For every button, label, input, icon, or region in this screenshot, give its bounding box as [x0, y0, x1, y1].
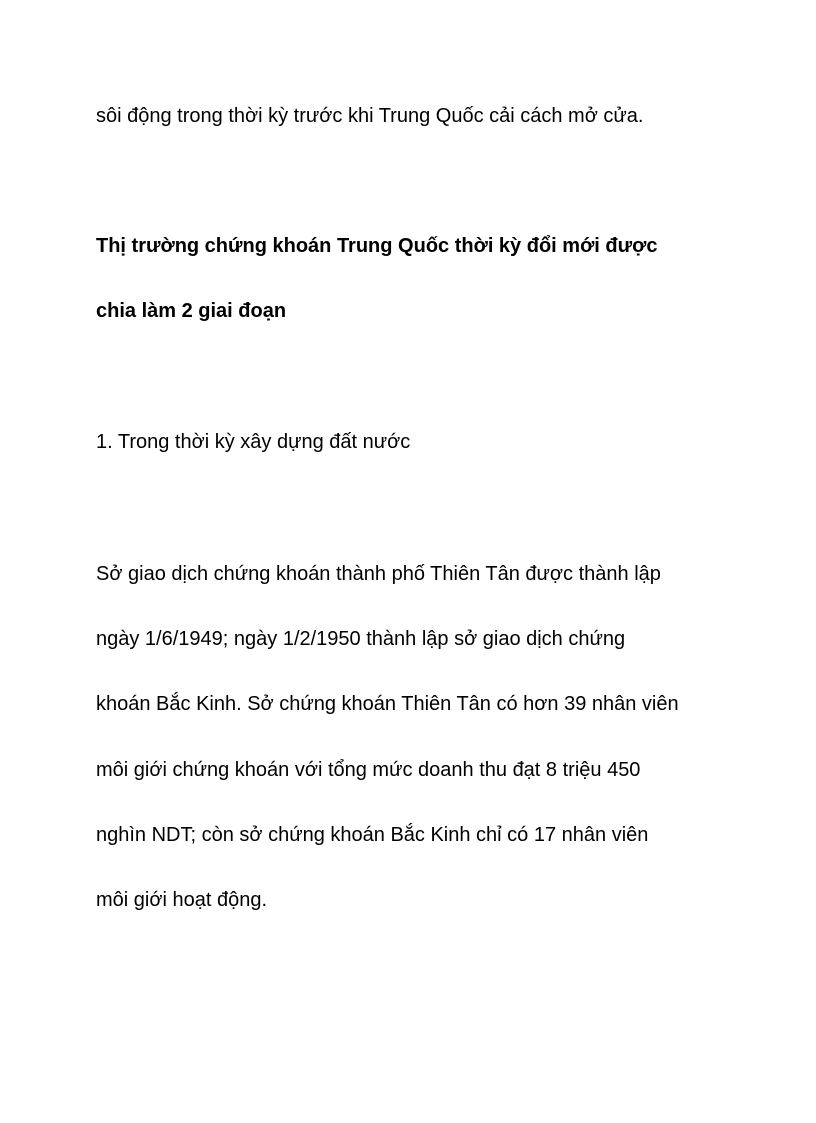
heading-line-2: chia làm 2 giai đoạn	[96, 300, 287, 322]
paragraph-line-6: môi giới hoạt động.	[96, 889, 267, 911]
heading-line-1: Thị trường chứng khoán Trung Quốc thời kỳ đổi mới được	[96, 235, 658, 257]
section-title: 1. Trong thời kỳ xây dựng đất nước	[96, 431, 411, 453]
paragraph-line-5: nghìn NDT; còn sở chứng khoán Bắc Kinh chỉ có 17 nhân viên	[96, 824, 649, 846]
paragraph-line-3: khoán Bắc Kinh. Sở chứng khoán Thiên Tân có hơn 39 nhân viên	[96, 693, 679, 715]
intro-text-line: sôi động trong thời kỳ trước khi Trung Quốc cải cách mở cửa.	[96, 105, 644, 127]
paragraph-line-1: Sở giao dịch chứng khoán thành phố Thiên Tân được thành lập	[96, 563, 661, 585]
paragraph-line-4: môi giới chứng khoán với tổng mức doanh thu đạt 8 triệu 450	[96, 759, 641, 781]
paragraph-line-2: ngày 1/6/1949; ngày 1/2/1950 thành lập sở giao dịch chứng	[96, 628, 626, 650]
